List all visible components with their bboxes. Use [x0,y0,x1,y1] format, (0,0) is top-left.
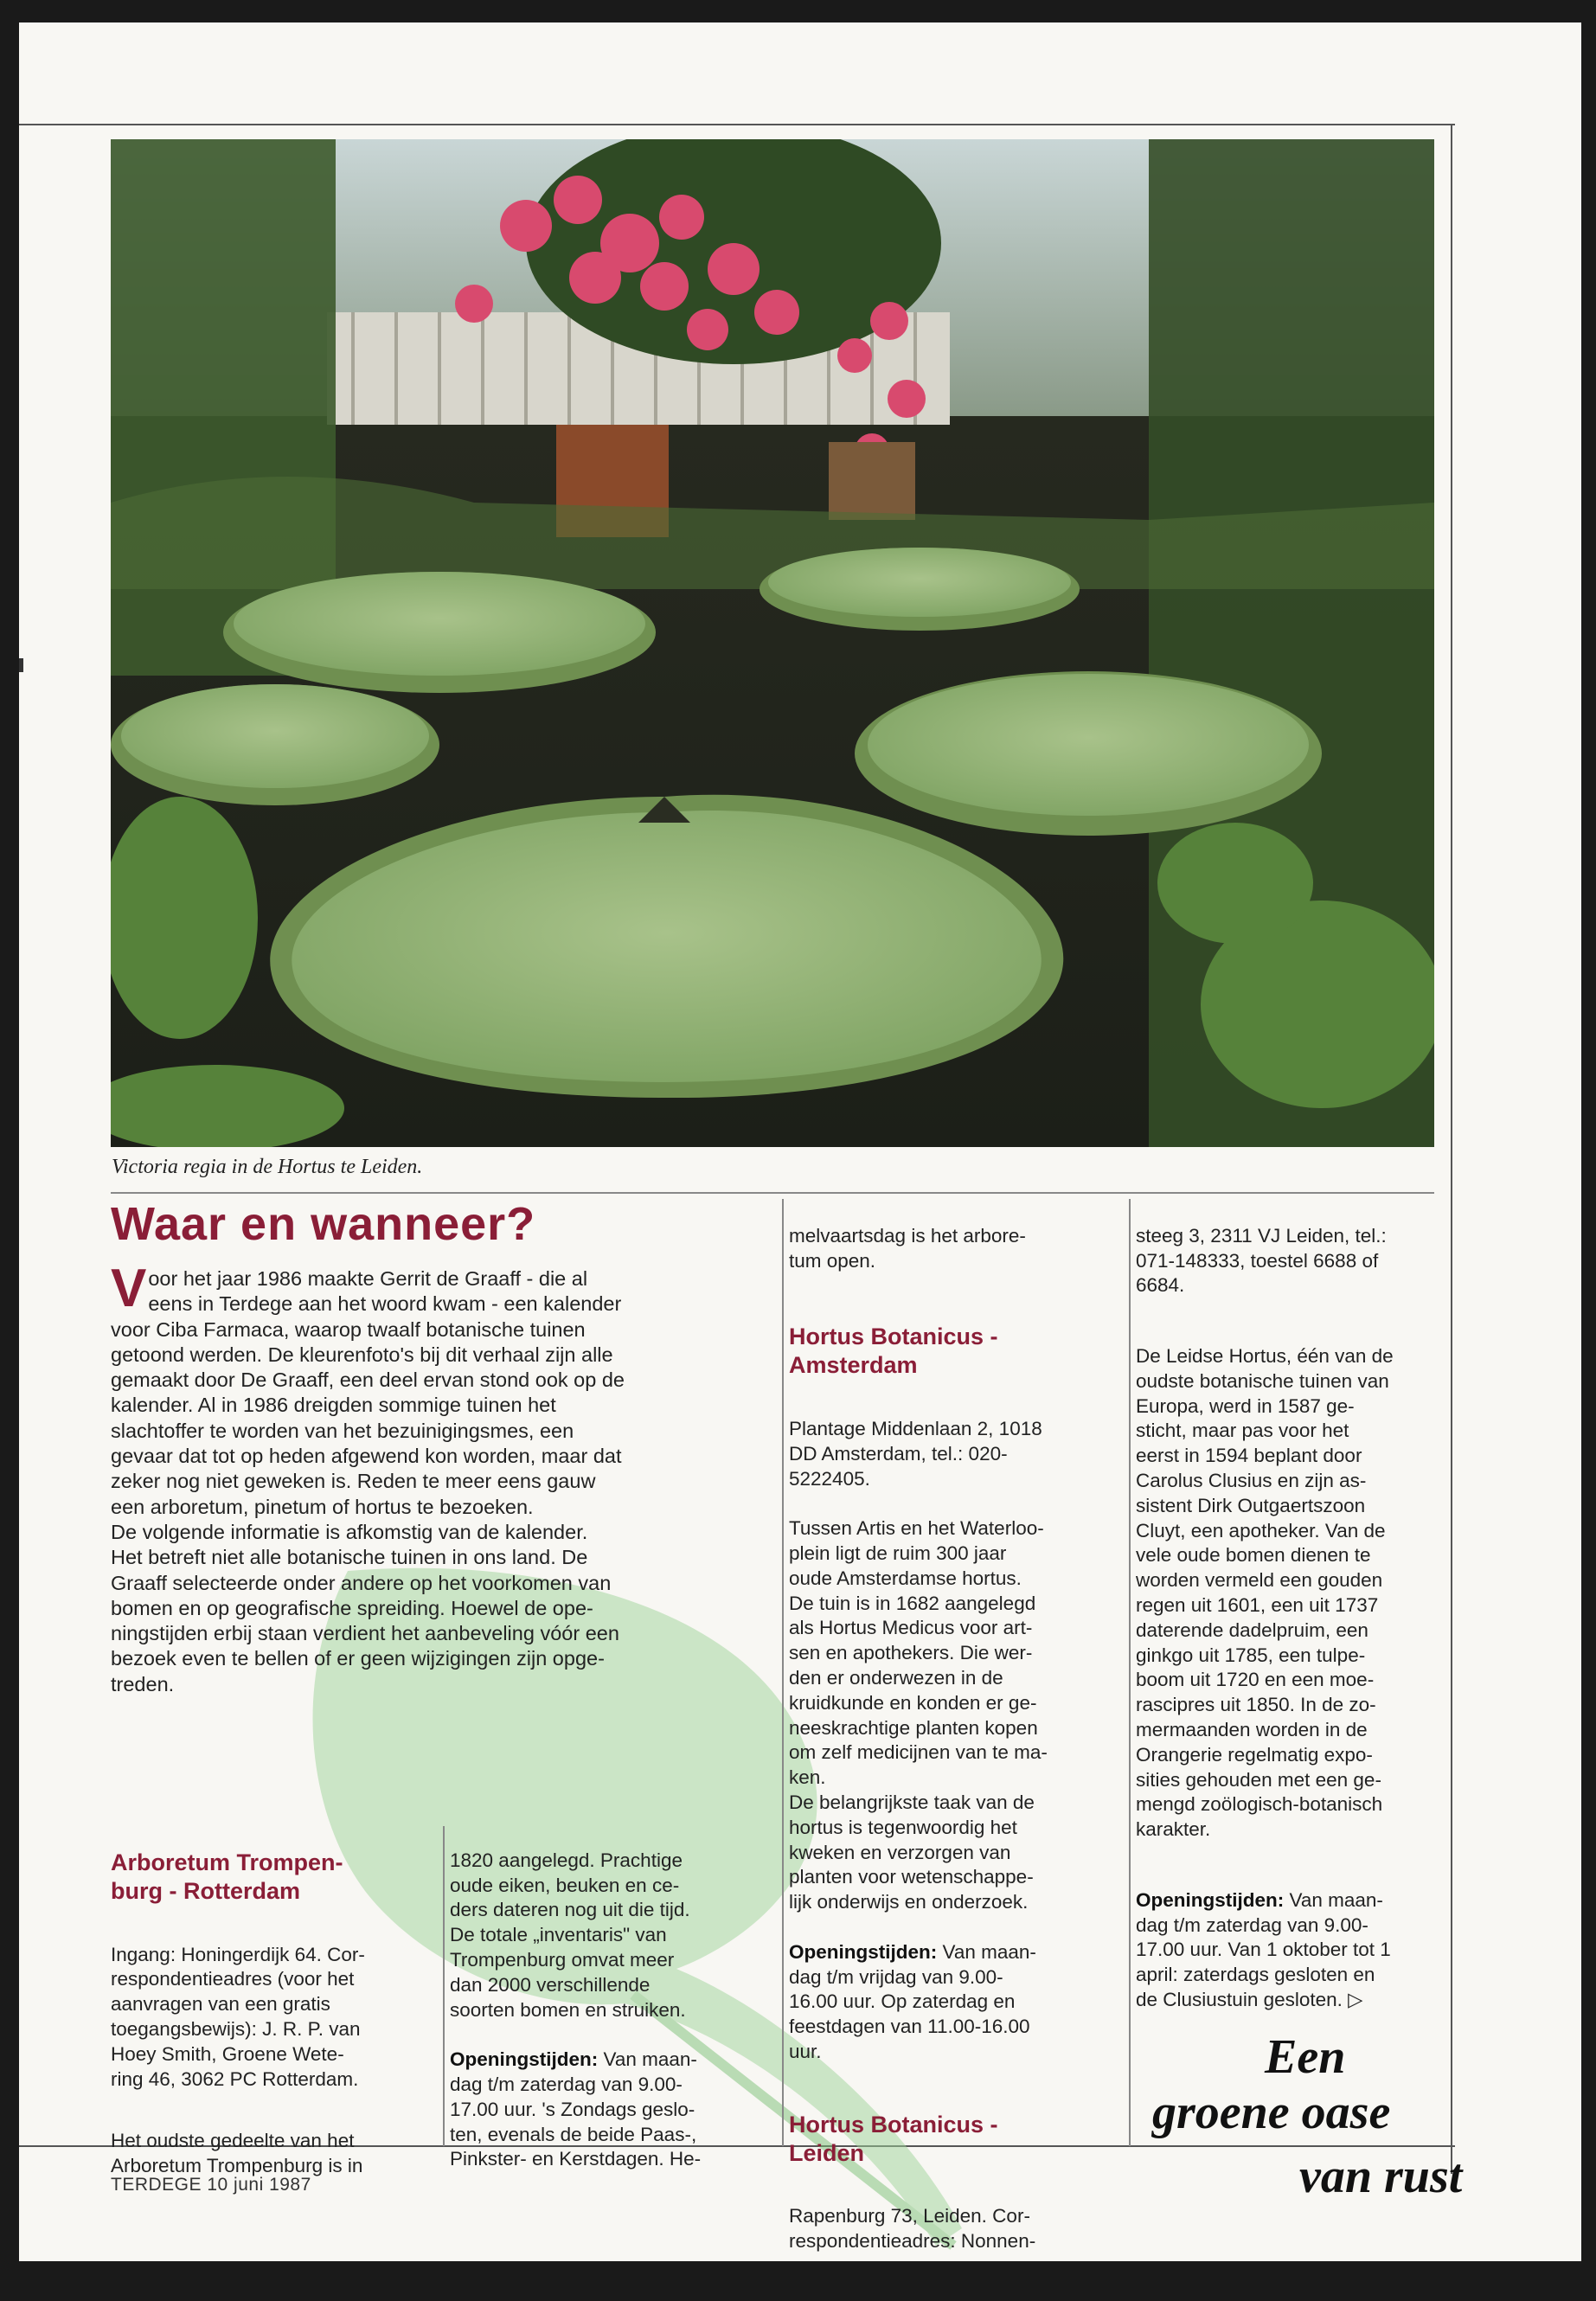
edge-mark [19,658,23,672]
tagline-line-1: Een [1265,2030,1346,2084]
column-trompenburg [111,1823,436,2216]
frame-rule-top [19,124,1455,125]
intro-text: oor het jaar 1986 maakte Gerrit de Graaff - die al eens in Terdege aan het woord kwam - een kalender voor Ciba Farmaca, waarop twaalf botanische tuinen getoond werden. De kleurenfoto's bij dit verhaal zijn alle gemaakt door De Graaff, een deel ervan stond ook op de kalender. Al in 1986 dreigden sommige tuinen het slachtoffer te worden van het bezuinigingsmes, een gevaar dat tot op heden afgewend kon worden, maar dat zeker nog niet geweken is. Reden te meer eens gauw een arboretum, pinetum of hortus te bezoeken. De volgende informatie is afkomstig van de kalender. Het betreft niet alle botanische tuinen in ons land. De Graaff selecteerde onder andere op het voorkomen van bomen en op geografische spreiding. Hoewel de ope- ningstijden erbij staan verdient het aanbeveling vóór een bezoek even te bellen of er geen wijzigingen zijn opge- treden. [111,1267,625,1695]
magazine-page [19,22,1581,2261]
drop-cap: V [111,1259,147,1318]
hours-label: Openingstijden: [1136,1888,1285,1911]
leiden-correspondence: steeg 3, 2311 VJ Leiden, tel.: 071-148333, toestel 6688 of 6684. [1136,1224,1387,1297]
heading-leiden: Hortus Botanicus - Leiden [789,2111,998,2166]
arboretum-open-note: melvaartsdag is het arbore- tum open. [789,1224,1026,1272]
frame-rule-right [1451,124,1452,2174]
heading-trompenburg: Arboretum Trompen- burg - Rotterdam [111,1849,343,1904]
continue-arrow-icon: ▷ [1348,1988,1363,2010]
photo-caption: Victoria regia in de Hortus te Leiden. [112,1156,423,1178]
victoria-regia-photo [111,139,1434,1147]
heading-amsterdam: Hortus Botanicus - Amsterdam [789,1324,998,1379]
amsterdam-hours [789,1940,1125,2065]
trompenburg-history: Het oudste gedeelte van het Arboretum Trompenburg is in [111,2130,363,2176]
column-rule-2 [782,1199,784,2146]
leiden-address: Rapenburg 73, Leiden. Cor- respondentieadres: Nonnen- [789,2205,1036,2253]
hours-text: Van maan- dag t/m zaterdag van 9.00- 17.00 uur. Van 1 oktober tot 1 april: zaterdags gesloten en de Clusiustuin gesloten. [1136,1888,1391,2010]
leiden-description: De Leidse Hortus, één van de oudste botanische tuinen van Europa, werd in 1587 ge- sticht, maar pas voor het eerst in 1594 beplant door Carolus Clusius en zijn as- sistent Dirk Outgaertszoon Cluyt, een apotheker. Van de vele oude bomen dienen te worden vermeld een gouden regen uit 1601, een uit 1737 daterende dadelpruim, een ginkgo uit 1785, een tulpe- boom uit 1720 en een moe- rascipres uit 1850. In de zo- mermaanden worden in de Orangerie regelmatig expo- sities gehouden met een ge- mengd zoölogisch-botanisch karakter. [1136,1344,1394,1841]
leiden-hours [1136,1888,1447,2013]
trompenburg-hours [450,2048,779,2172]
hours-text: Van maan- dag t/m zaterdag van 9.00- 17.00 uur. 's Zondags geslo- ten, evenals de beide Paas-, Pinkster- en Kerstdagen. He- [450,2048,702,2170]
tagline-line-3: van rust [1299,2150,1463,2203]
column-amsterdam [789,1199,1125,2261]
article-headline: Waar en wanneer? [111,1198,536,1250]
tagline-line-2: groene oase [1152,2086,1391,2139]
column-leiden [1136,1199,1447,2050]
column-trompenburg-cont [450,1823,779,2209]
amsterdam-description: Tussen Artis en het Waterloo- plein ligt de ruim 300 jaar oude Amsterdamse hortus. De tuin is in 1682 aangelegd als Hortus Medicus voor art- sen en apothekers. Die wer- den er onderwezen in de kruidkunde en konden er ge- neeskrachtige planten kopen om zelf medicijnen van te ma- ken. De belangrijkste taak van de hortus is tegenwoordig het kweken en verzorgen van planten voor wetenschappe- lijk onderwijs en onderzoek. [789,1517,1048,1913]
section-divider [111,1192,1434,1194]
column-rule-3 [1129,1199,1131,2146]
intro-paragraph [111,1259,768,1697]
trompenburg-address: Ingang: Honingerdijk 64. Cor- respondentieadres (voor het aanvragen van een gratis toegangsbewijs): J. R. P. van Hoey Smith, Groene Wete- ring 46, 3062 PC Rotterdam. [111,1943,365,2090]
page-footer: TERDEGE 10 juni 1987 [111,2175,311,2195]
amsterdam-address: Plantage Middenlaan 2, 1018 DD Amsterdam, tel.: 020- 5222405. [789,1417,1042,1490]
trompenburg-description: 1820 aangelegd. Prachtige oude eiken, beuken en ce- ders dateren nog uit die tijd. De totale „inventaris" van Trompenburg omvat meer dan 2000 verschillende soorten bomen en struiken. [450,1849,690,2021]
hours-label: Openingstijden: [450,2048,599,2071]
column-rule-1 [443,1826,445,2146]
hours-label: Openingstijden: [789,1940,938,1963]
hours-text: Van maan- dag t/m vrijdag van 9.00- 16.00 uur. Op zaterdag en feestdagen van 11.00-16.00 uur. [789,1940,1036,2062]
